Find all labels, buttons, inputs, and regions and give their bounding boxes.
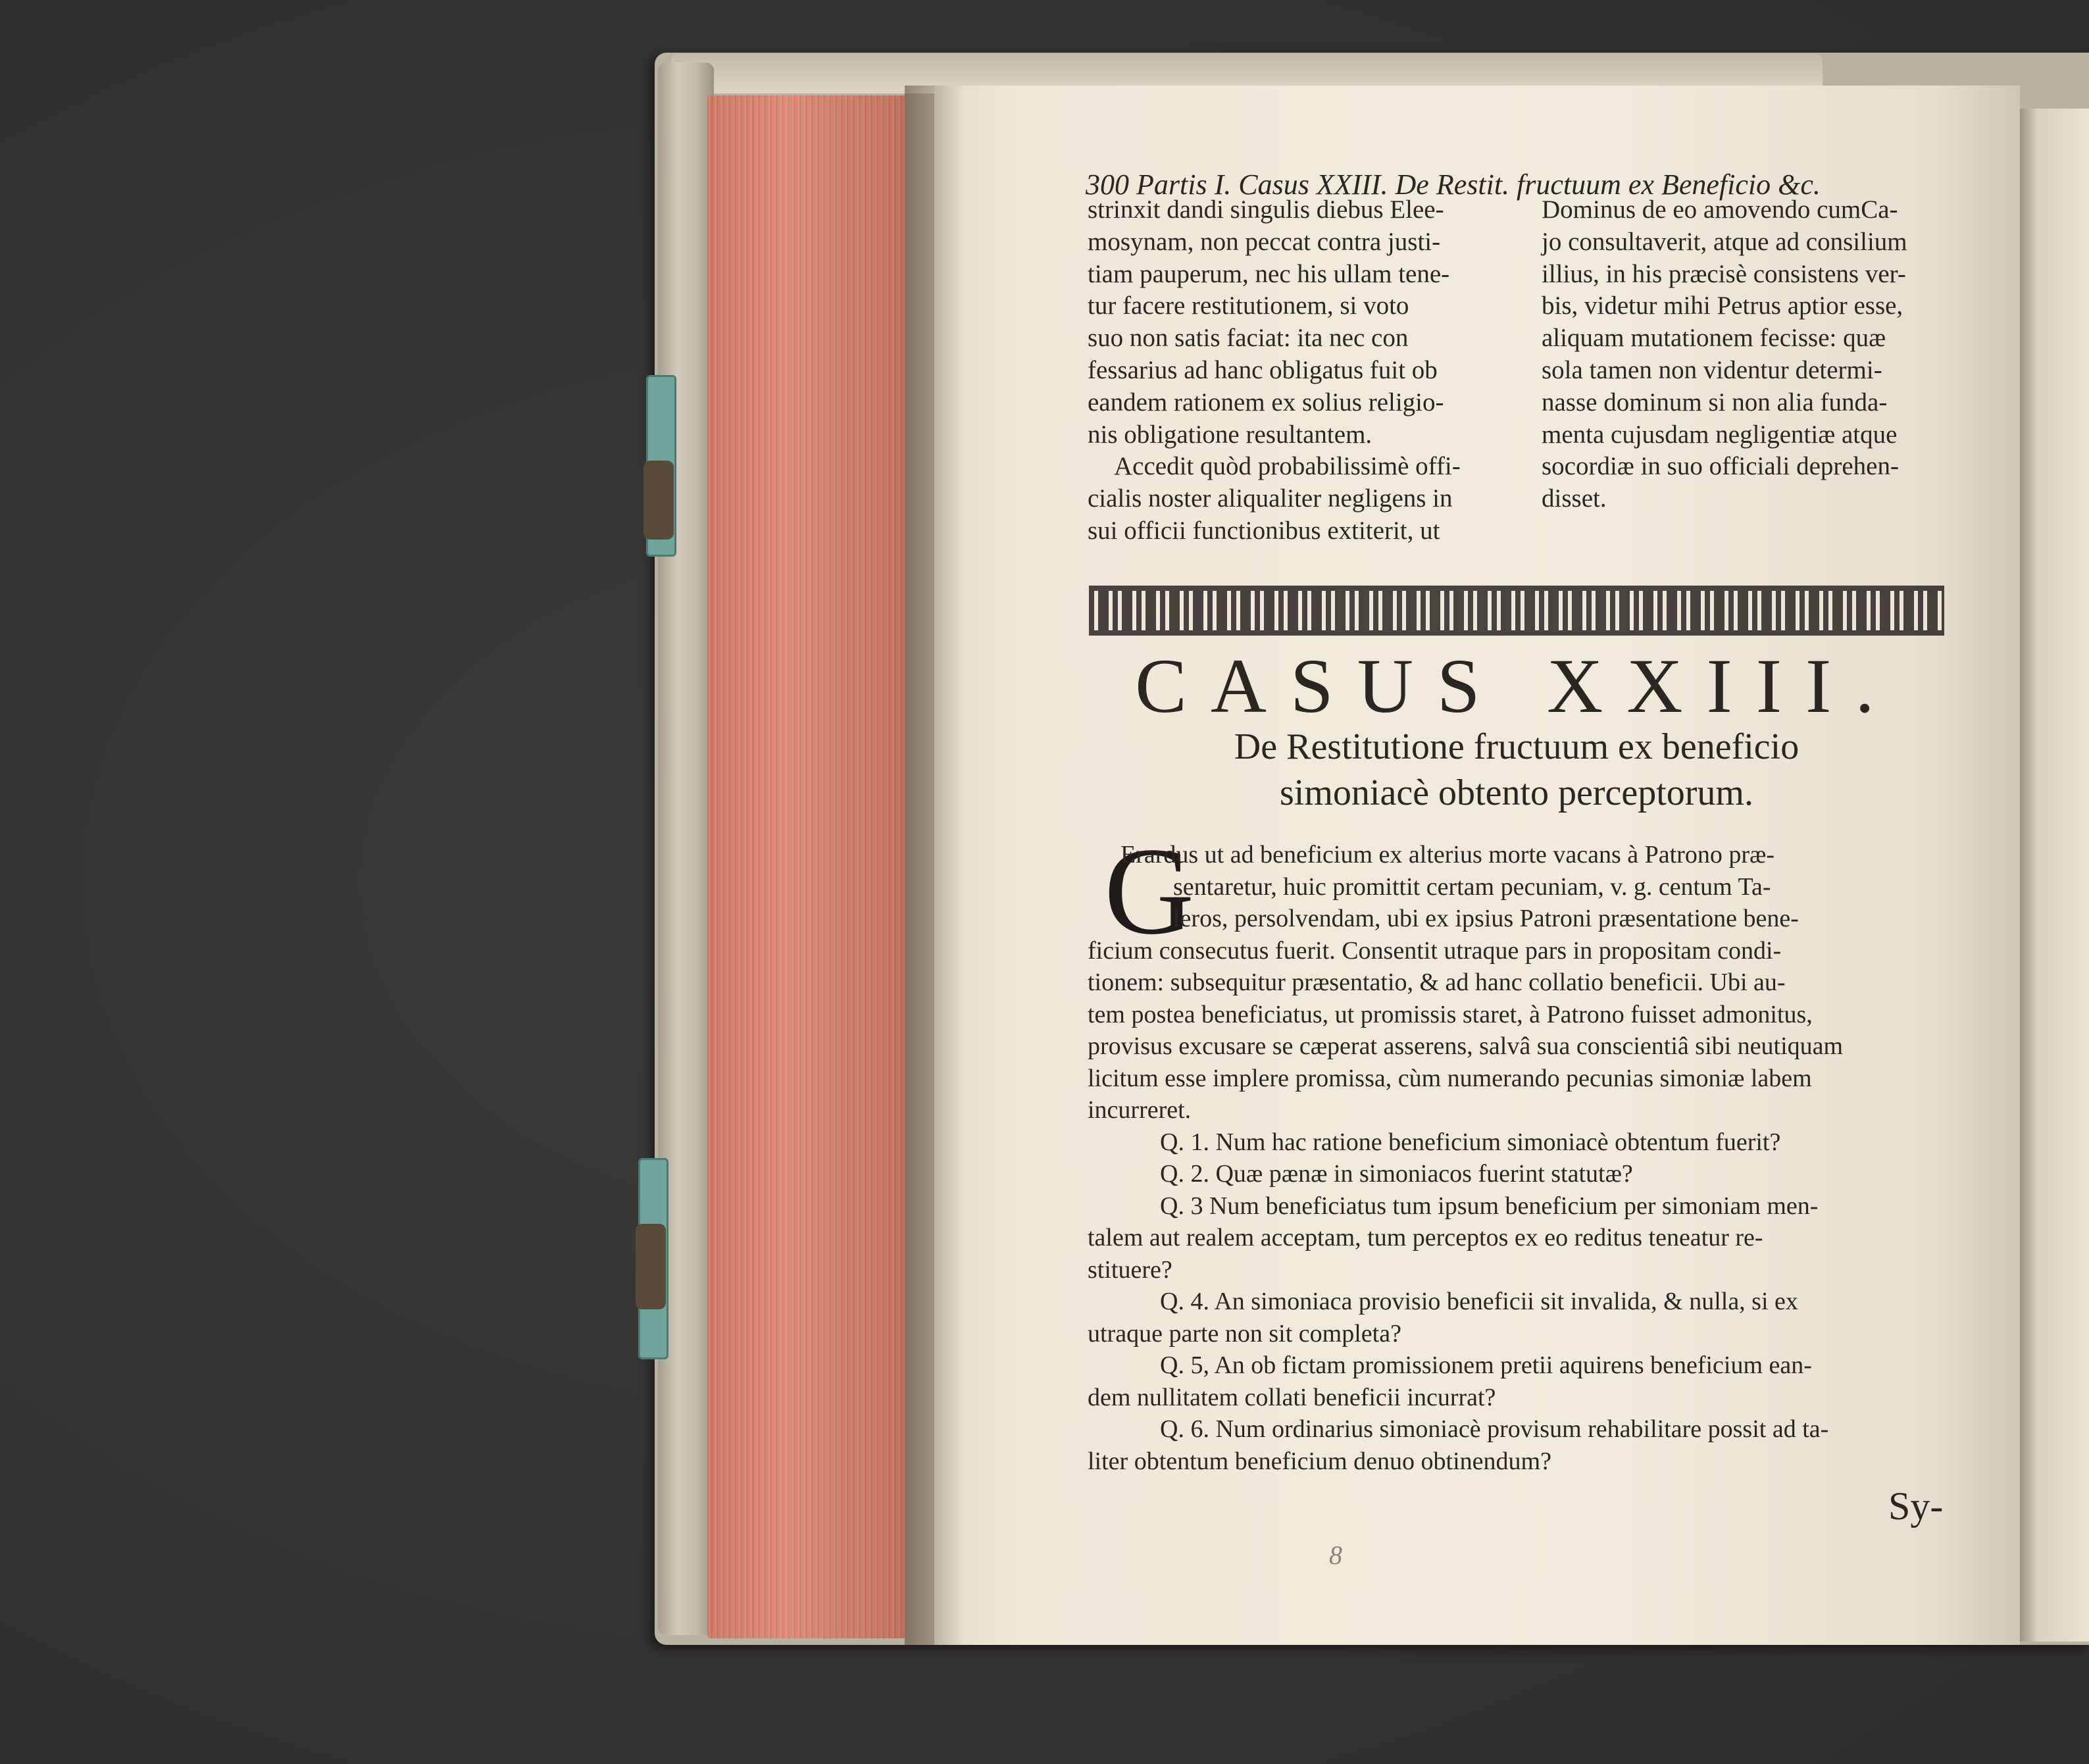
subtitle-line: De Restitutione fructuum ex beneficio xyxy=(1234,726,1800,767)
text-line: tur facere restitutionem, si voto xyxy=(1088,291,1409,320)
text-line: leros, persolvendam, ubi ex ipsius Patroni præsentatione bene- xyxy=(1173,905,1799,932)
text-line: bis, videtur mihi Petrus aptior esse, xyxy=(1542,291,1903,320)
catchword: Sy- xyxy=(1888,1484,1944,1528)
clasp-metal-bottom xyxy=(636,1224,666,1309)
question-line: Q. 1. Num hac ratione beneficium simoniacè obtentum fuerit? xyxy=(1160,1128,1781,1156)
question-line: Q. 6. Num ordinarius simoniacè provisum rehabilitare possit ad ta- xyxy=(1160,1415,1829,1443)
text-line: menta cujusdam negligentiæ atque xyxy=(1542,420,1898,449)
facing-page-edge xyxy=(2020,109,2089,1642)
text-line: nis obligatione resultantem. xyxy=(1088,420,1372,449)
text-line: sentaretur, huic promittit certam pecuniam, v. g. centum Ta- xyxy=(1173,872,1771,901)
text-line: disset. xyxy=(1542,484,1607,513)
question-line: Q. 2. Quæ pænæ in simoniacos fuerint statutæ? xyxy=(1160,1160,1633,1188)
drop-capital: G xyxy=(1104,822,1195,961)
gutter-shadow xyxy=(905,86,964,1645)
text-line: licitum esse implere promissa, cùm numerando pecunias simoniæ labem xyxy=(1088,1064,1812,1092)
text-line: tem postea beneficiatus, ut promissis staret, à Patrono fuisset admonitus, xyxy=(1088,1000,1813,1028)
text-line: socordiæ in suo officiali deprehen- xyxy=(1542,452,1899,481)
pencil-mark: 8 xyxy=(1329,1540,1342,1570)
text-line: jo consultaverit, atque ad consilium xyxy=(1542,227,1907,256)
question-line: liter obtentum beneficium denuo obtinendum? xyxy=(1088,1447,1551,1475)
running-head: 300 Partis I. Casus XXIII. De Restit. fructuum ex Beneficio &c. xyxy=(1086,168,1821,201)
question-line: utraque parte non sit completa? xyxy=(1088,1319,1401,1348)
text-line: mosynam, non peccat contra justi- xyxy=(1088,227,1441,256)
question-line: dem nullitatem collati beneficii incurrat? xyxy=(1088,1383,1496,1411)
text-line: tiam pauperum, nec his ullam tene- xyxy=(1088,259,1450,288)
text-line: tionem: subsequitur præsentatio, & ad hanc collatio beneficii. Ubi au- xyxy=(1088,969,1786,996)
text-line: nasse dominum si non alia funda- xyxy=(1542,388,1888,416)
body-text xyxy=(1088,839,1950,1477)
text-line: incurreret. xyxy=(1088,1096,1192,1124)
question-line: Q. 4. An simoniaca provisio beneficii sit invalida, & nulla, si ex xyxy=(1160,1288,1798,1315)
book-spine-edge xyxy=(658,63,714,1635)
text-line: aliquam mutationem fecisse: quæ xyxy=(1542,324,1886,353)
subtitle-line: simoniacè obtento perceptorum. xyxy=(1280,772,1753,813)
question-line: Q. 5, An ob fictam promissionem pretii aquirens beneficium ean- xyxy=(1160,1351,1812,1379)
ornamental-rule xyxy=(1089,586,1944,636)
text-line: sui officii functionibus extiterit, ut xyxy=(1088,516,1440,545)
question-line: talem aut realem acceptam, tum perceptos ex eo reditus teneatur re- xyxy=(1088,1224,1763,1251)
text-line: Dominus de eo amovendo cumCa- xyxy=(1542,195,1898,224)
question-line: stituere? xyxy=(1088,1255,1172,1284)
chapter-subtitle xyxy=(1089,724,1944,816)
text-line: fessarius ad hanc obligatus fuit ob xyxy=(1088,355,1438,384)
text-line: cialis noster aliqualiter negligens in xyxy=(1088,484,1453,513)
text-line: ficium consecutus fuerit. Consentit utraque pars in propositam condi- xyxy=(1088,936,1782,965)
clasp-metal-top xyxy=(643,461,674,540)
chapter-title: CASUS XXIII. xyxy=(1135,643,1898,729)
text-line: eandem rationem ex solius religio- xyxy=(1088,388,1444,416)
text-line: provisus excusare se cæperat asserens, salvâ sua conscientiâ sibi neutiquam xyxy=(1088,1032,1844,1060)
right-column xyxy=(1542,194,1936,515)
text-line: strinxit dandi singulis diebus Elee- xyxy=(1088,195,1444,224)
left-column xyxy=(1088,194,1482,547)
text-line: Erardus ut ad beneficium ex alterius morte vacans à Patrono præ- xyxy=(1120,841,1774,869)
page-edge-shading xyxy=(707,95,905,1638)
text-line: Accedit quòd probabilissimè offi- xyxy=(1114,452,1461,481)
text-line: suo non satis faciat: ita nec con xyxy=(1088,324,1409,353)
text-line: illius, in his præcisè consistens ver- xyxy=(1542,259,1906,288)
question-line: Q. 3 Num beneficiatus tum ipsum beneficium per simoniam men- xyxy=(1160,1192,1819,1220)
text-line: sola tamen non videntur determi- xyxy=(1542,355,1882,384)
